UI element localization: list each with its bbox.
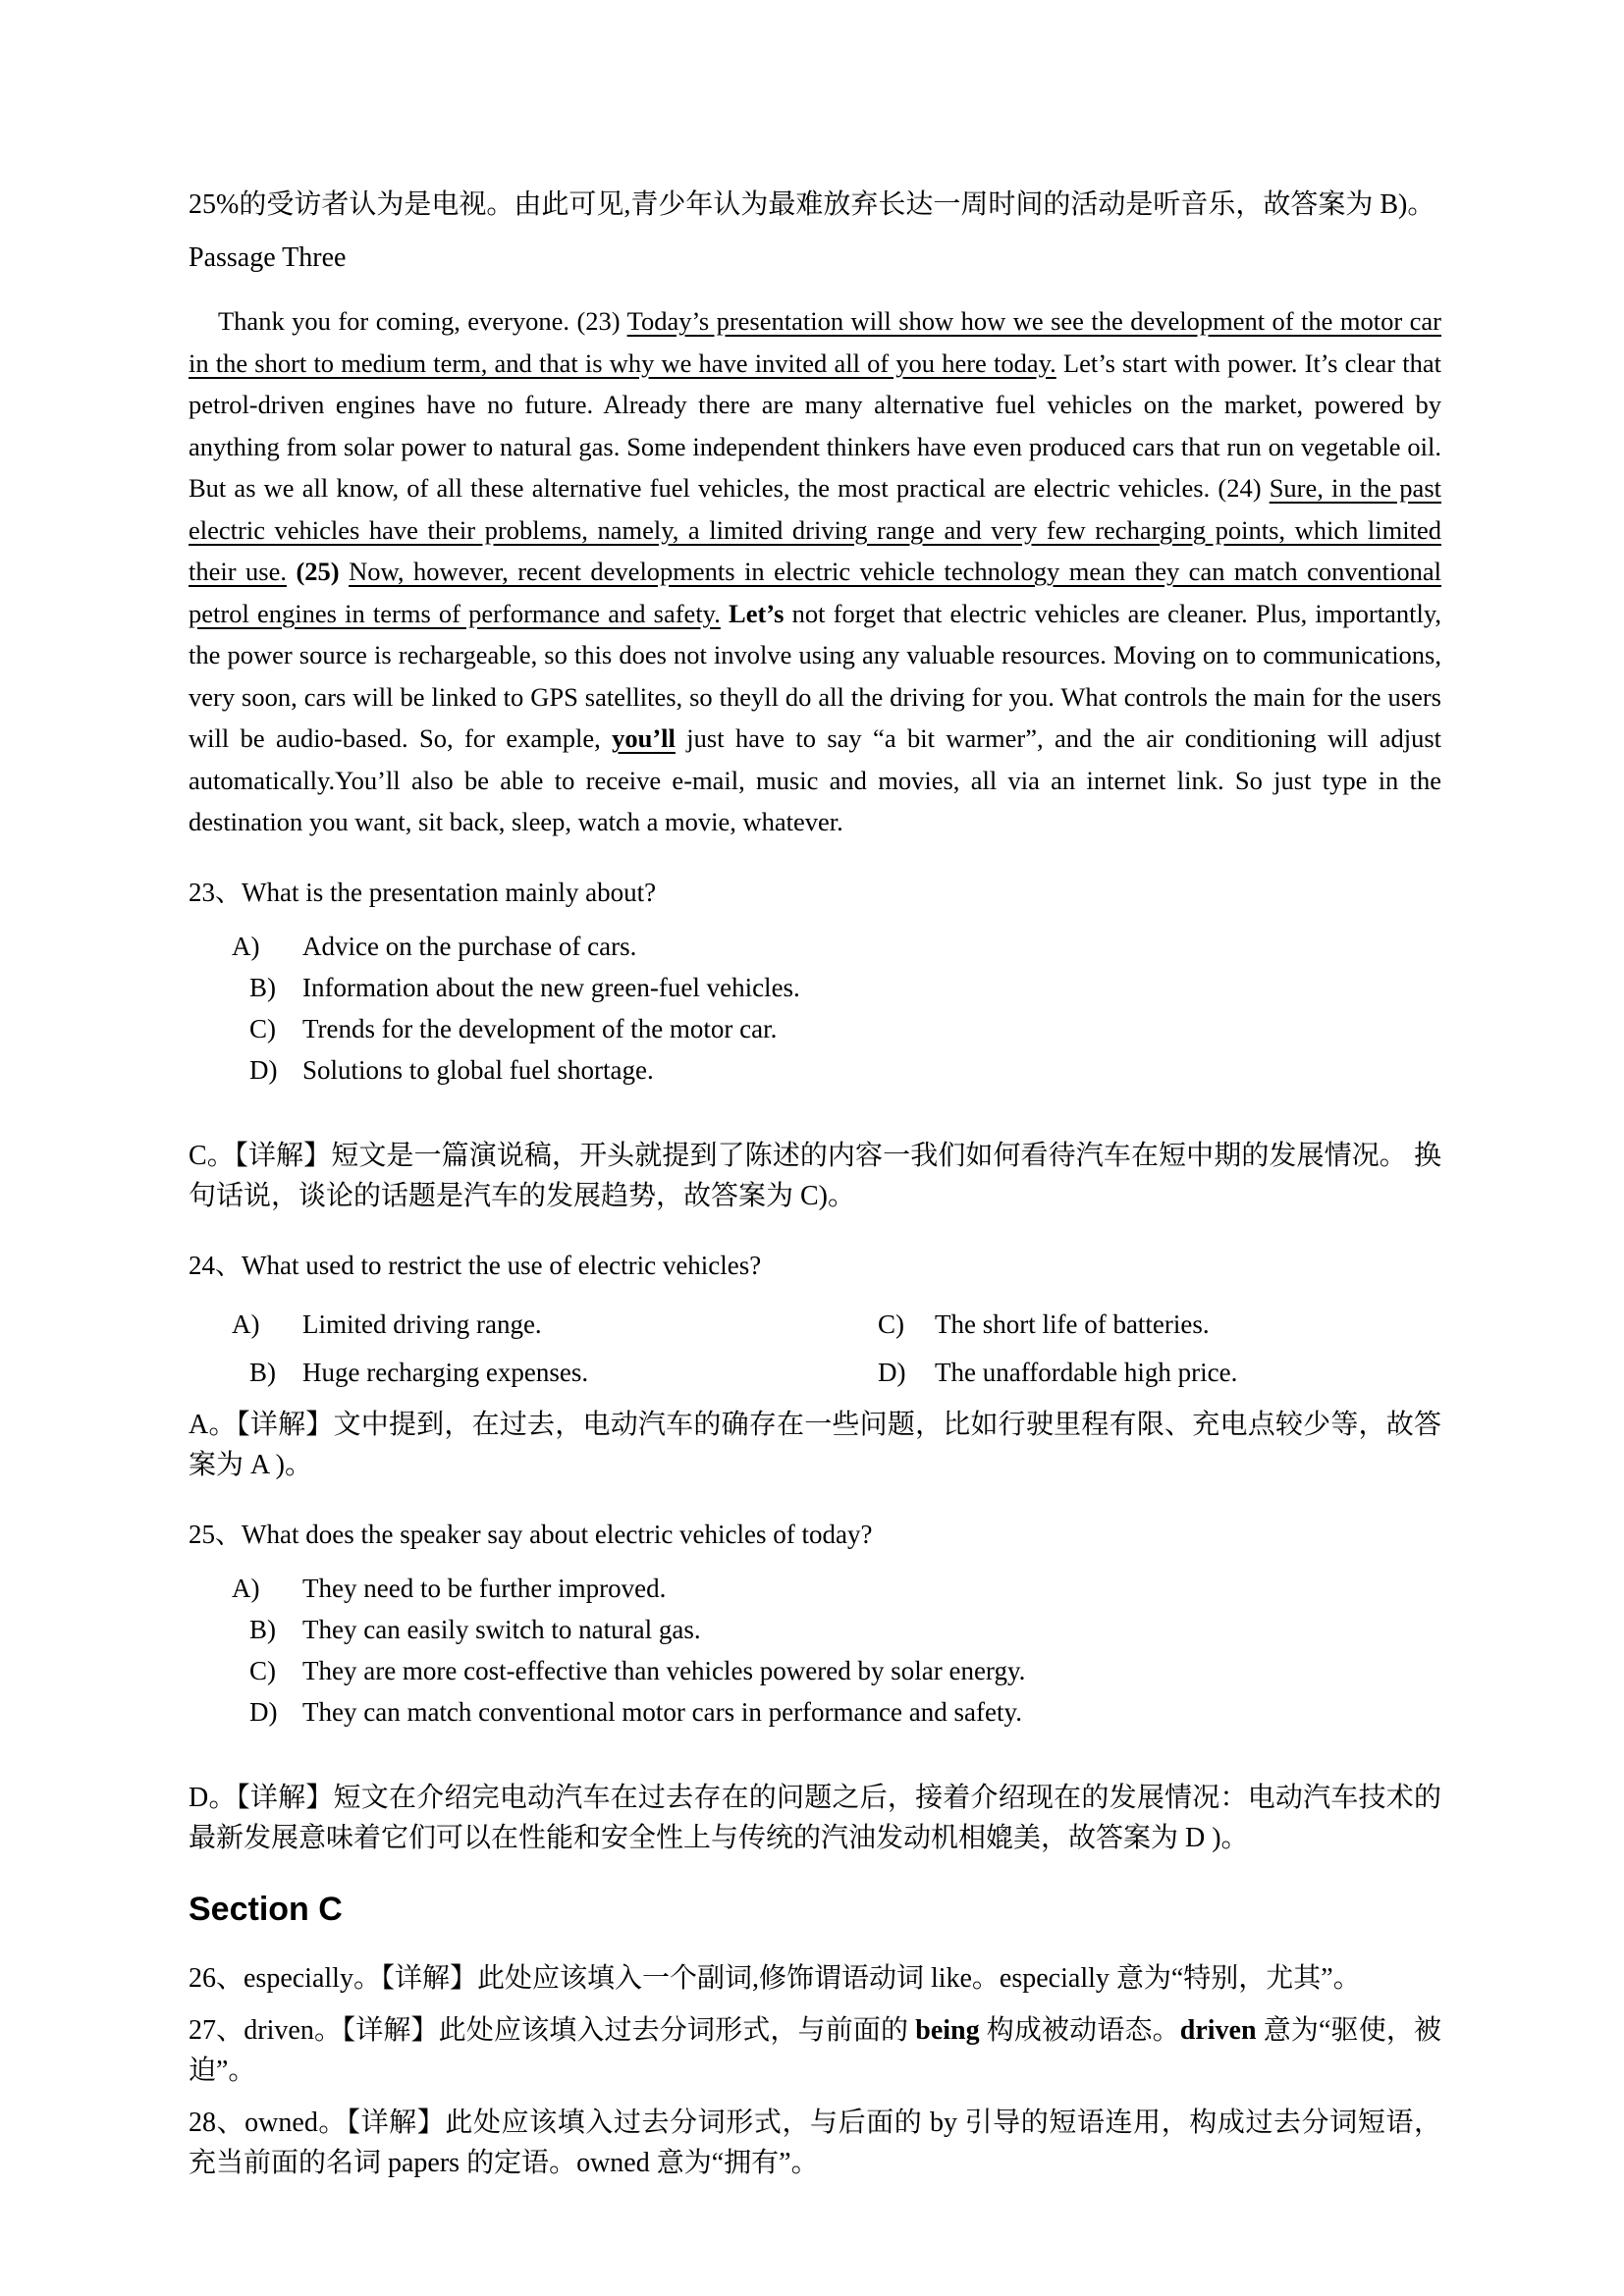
explanation-24: A。【详解】文中提到，在过去，电动汽车的确存在一些问题，比如行驶里程有限、充电点较少等，故答案为 A )。 xyxy=(189,1409,1441,1480)
option-label: A) xyxy=(232,1308,260,1339)
answer-note-22: 25%的受访者认为是电视。由此可见,青少年认为最难放弃长达一周时间的活动是听音乐，故答案为 B)。 xyxy=(189,189,1435,220)
passage-segment xyxy=(340,557,349,586)
option-label: C) xyxy=(249,1655,276,1685)
option-label: A) xyxy=(232,931,260,961)
question-25 xyxy=(189,1515,1441,1733)
passage-segment xyxy=(721,599,729,628)
passage-segment-bold: (25) xyxy=(296,557,340,586)
option-text: The unaffordable high price. xyxy=(935,1357,1238,1387)
option-label: B) xyxy=(249,1357,276,1387)
option-text: Solutions to global fuel shortage. xyxy=(302,1054,654,1085)
fill-item-27-segment: 27、driven。【详解】此处应该填入过去分词形式，与前面的 xyxy=(189,2014,916,2046)
passage-segment: just have to say “a bit warmer”, and the air conditioning will adjust automatically.You’ll also be able to receive e-mail, music and movies, all via an internet link. So just type in the destination you want, sit back, sleep, watch a movie, whatever. xyxy=(189,723,1441,836)
fill-item-26: 26、especially。【详解】此处应该填入一个副词,修饰谓语动词 like。especially 意为“特别，尤其”。 xyxy=(189,1962,1361,1994)
option-text: Trends for the development of the motor car. xyxy=(302,1013,778,1043)
option-label: C) xyxy=(249,1013,276,1043)
passage-segment-underlined-24: Sure, in the past electric vehicles have their problems, namely, a limited driving range and very few recharging points, which limited their use. xyxy=(189,473,1441,586)
option-label: C) xyxy=(878,1308,904,1339)
fill-item-27-bold: driven xyxy=(1179,2014,1257,2046)
question-24-options xyxy=(189,1301,1441,1397)
question-23-options xyxy=(189,926,1441,1091)
fill-item-28: 28、owned。【详解】此处应该填入过去分词形式，与后面的 by 引导的短语连用，构成过去分词短语，充当前面的名词 papers 的定语。owned 意为“拥有”。 xyxy=(189,2107,1441,2178)
option-text: They need to be further improved. xyxy=(302,1573,667,1603)
passage-segment: Let’s start with power. It’s clear that petrol-driven engines have no future. Already there are many alternative fuel vehicles on the market, powered by anything from solar power to natural gas. Some independent thinkers have even produced cars that run on vegetable oil. But as we all know, of all these alternative fuel vehicles, the most practical are electric vehicles. (24) xyxy=(189,347,1441,503)
option-row xyxy=(848,1349,1441,1397)
fill-item-27-segment: 意为“驱使，被迫”。 xyxy=(189,2014,1441,2086)
option-row xyxy=(189,1609,1441,1650)
fill-item-27 xyxy=(189,2010,1441,2091)
option-text: They can easily switch to natural gas. xyxy=(302,1614,701,1644)
option-row xyxy=(189,1691,1441,1733)
explanation-23: C。【详解】短文是一篇演说稿，开头就提到了陈述的内容一我们如何看待汽车在短中期的发展情况。 换句话说，谈论的话题是汽车的发展趋势，故答案为 C)。 xyxy=(189,1140,1441,1211)
option-text: Advice on the purchase of cars. xyxy=(302,931,637,961)
section-c-heading: Section C xyxy=(189,1890,343,1928)
option-label: D) xyxy=(249,1054,278,1085)
option-row xyxy=(189,1008,1441,1049)
option-text: They can match conventional motor cars in performance and safety. xyxy=(302,1696,1022,1727)
document-content xyxy=(189,0,1441,2183)
option-text: Huge recharging expenses. xyxy=(302,1357,589,1387)
passage-segment-bold: Let’s xyxy=(729,598,785,628)
option-label: B) xyxy=(249,972,276,1002)
question-24 xyxy=(189,1246,1441,1397)
option-text: They are more cost-effective than vehicles powered by solar energy. xyxy=(302,1655,1026,1685)
question-25-text: 25、What does the speaker say about electric vehicles of today? xyxy=(189,1519,873,1549)
passage-paragraph xyxy=(189,300,1441,843)
option-row xyxy=(189,967,1441,1008)
option-label: D) xyxy=(878,1357,906,1387)
option-row xyxy=(189,1349,848,1397)
option-row xyxy=(189,1049,1441,1091)
passage-segment-underlined-23: Today’s presentation will show how we see the development of the motor car in the short to medium term, and that is why we have invited all of you here today. xyxy=(189,306,1441,378)
option-row xyxy=(189,1301,848,1349)
question-24-text: 24、What used to restrict the use of electric vehicles? xyxy=(189,1250,762,1280)
option-label: B) xyxy=(249,1614,276,1644)
fill-item-27-segment: 构成被动语态。 xyxy=(979,2014,1180,2046)
question-23-text: 23、What is the presentation mainly about? xyxy=(189,877,657,907)
option-row xyxy=(189,1650,1441,1691)
passage-segment-bold-underlined: you’ll xyxy=(612,723,676,753)
option-text: The short life of batteries. xyxy=(935,1308,1210,1339)
option-row xyxy=(189,1568,1441,1609)
passage-segment: not forget that electric vehicles are cleaner. Plus, importantly, the power source is rechargeable, so this does not involve using any valuable resources. Moving on to communications, very soon, cars will be linked to GPS satellites, so theyll do all the driving for you. What controls the main for the users will be audio-based. So, for example, xyxy=(189,598,1441,753)
option-label: A) xyxy=(232,1573,260,1603)
passage-segment: Thank you for coming, everyone. (23) xyxy=(218,306,627,336)
explanation-25: D。【详解】短文在介绍完电动汽车在过去存在的问题之后，接着介绍现在的发展情况：电动汽车技术的最新发展意味着它们可以在性能和安全性上与传统的汽油发动机相媲美，故答案为 D )。 xyxy=(189,1782,1441,1853)
question-23 xyxy=(189,873,1441,1091)
option-text: Limited driving range. xyxy=(302,1308,542,1339)
option-row xyxy=(189,926,1441,967)
fill-item-27-bold: being xyxy=(915,2014,980,2046)
passage-three-label: Passage Three xyxy=(189,242,347,273)
option-label: D) xyxy=(249,1696,278,1727)
passage-segment-underlined-25: Now, however, recent developments in electric vehicle technology mean they can match conventional petrol engines in terms of performance and safety. xyxy=(189,557,1442,628)
option-row xyxy=(848,1301,1441,1349)
question-25-options xyxy=(189,1568,1441,1733)
option-text: Information about the new green-fuel vehicles. xyxy=(302,972,800,1002)
